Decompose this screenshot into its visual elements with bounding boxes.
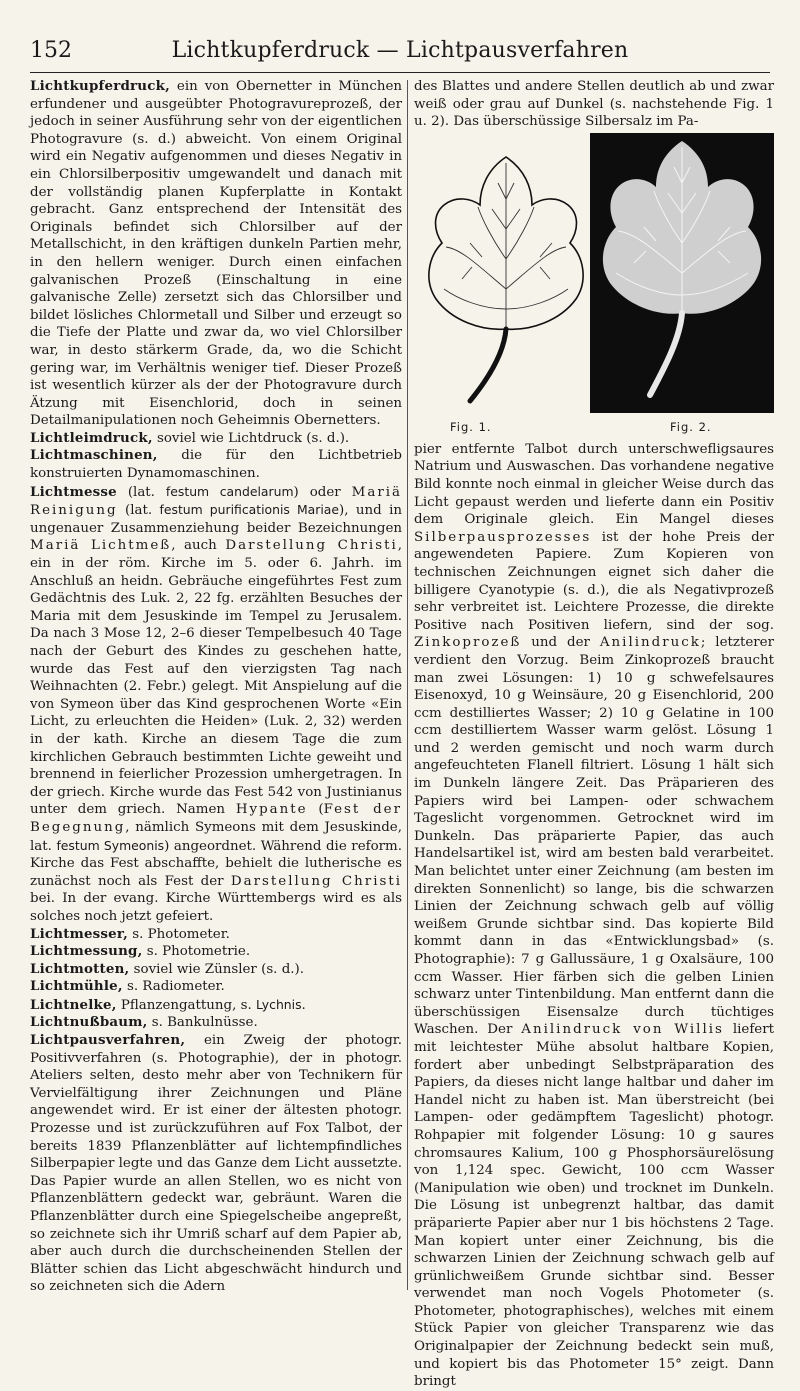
- entry-text: s. Radiometer.: [122, 979, 225, 995]
- headword: Lichtmesse: [30, 483, 117, 500]
- paragraph-text: pier entfernte Talbot durch unterschwefligsaures Natrium und Auswaschen. Das vorhandene negative Bild konnte noch einmal in gleicher Weise durch das Licht gepaust werden und lieferte dann ein Positiv dem Originale gleich. Ein Mangel dieses: [414, 441, 774, 528]
- entry-text: die für den Lichtbetrieb konstruierten Dynamomaschinen.: [30, 448, 402, 482]
- continued-paragraph: des Blattes und andere Stellen deutlich ab und zwar weiß oder grau auf Dunkel (s. nachstehende Fig. 1 u. 2). Das überschüssige Silbersalz im Pa-: [414, 79, 774, 130]
- latin-term: festum purificationis Mariae: [159, 502, 339, 518]
- headword: Lichtleimdruck,: [30, 429, 153, 446]
- page-header: [30, 38, 770, 73]
- latin-term: festum candelarum: [165, 483, 294, 499]
- entry-lichtleimdruck: [30, 430, 402, 448]
- spaced-term: Fest der Begegnung: [30, 802, 403, 835]
- headword: Lichtnußbaum,: [30, 1014, 148, 1031]
- spaced-term: Mariä Lichtmeß: [30, 538, 172, 554]
- spaced-term: Anilindruck von Willis: [521, 1022, 724, 1038]
- entry-lichtkupferdruck: [30, 78, 402, 430]
- entry-text: s. Photometer.: [128, 926, 230, 942]
- paragraph-text: ; letzterer verdient den Vorzug. Beim Zinkoprozeß braucht man zwei Lösungen: 1) 10 g schwefelsaures Eisenoxyd, 10 g Weinsäure, 20 g Eisenchlorid, 200 ccm destilliertes Wasser; 2) 10 g Gelatine in 100 ccm destilliertem Wasser warm gelöst. Lösung 1 und 2 werden gemischt und noch warm durch angefeuchteten Flanell filtriert. Lösung 1 hält sich im Dunkeln längere Zeit. Das Präparieren des Papiers wird bei Lampen- oder schwachem Tageslicht vorgenommen. Getrocknet wird im Dunkeln. Das präparierte Papier, das auch Handelsartikel ist, wird am besten bald verarbeitet. Man belichtet unter einer Zeichnung (am besten im direkten Sonnenlicht) so lange, bis die schwarzen Linien der Zeichnung schwach gelb auf völlig weißem Grunde sichtbar sind. Das kopierte Bild kommt dann in das «Entwicklungsbad» (s. Photographie): 7 g Gallussäure, 1 g Oxalsäure, 100 ccm Wasser. Hier färben sich die gelben Linien schwarz unter Tintenbildung. Man entfernt dann die überschüssigen Eisensalze durch tüchtiges Waschen. Der: [414, 635, 774, 1038]
- paragraph-text: ist der hohe Preis der angewendeten Papiere. Zum Kopieren von technischen Zeichnungen eignet sich daher die billigere Cyanotypie (s. d.), die als Negativprozeß sehr verbreitet ist. Leichtere Prozesse, die direkte Positive nach Positiven liefern, sind der sog.: [414, 529, 774, 633]
- spaced-term: Silberpausprozesses: [414, 529, 592, 545]
- entry-text: (lat.: [116, 484, 166, 500]
- entry-lichtnelke: [30, 996, 402, 1015]
- entry-lichtmuehle: [30, 978, 402, 996]
- paragraph-text: und der: [521, 635, 600, 651]
- entry-text: .: [301, 997, 306, 1013]
- headword: Lichtnelke,: [30, 996, 117, 1013]
- spaced-term: Anilindruck: [599, 635, 701, 651]
- spaced-term: Darstellung Christi: [225, 538, 398, 554]
- entry-lichtnussbaum: [30, 1014, 402, 1032]
- headword: Lichtmesser,: [30, 925, 129, 942]
- entry-text: Pflanzengattung, s.: [116, 997, 257, 1013]
- headword: Lichtmaschinen,: [30, 447, 158, 464]
- headword: Lichtpausverfahren,: [30, 1032, 186, 1049]
- entry-text: ) oder: [293, 484, 352, 500]
- leaf-photogram-figure: [590, 133, 774, 413]
- entry-text: (: [307, 802, 324, 818]
- figure-2-caption: Fig. 2.: [670, 419, 712, 434]
- entry-text: ein von Obernetter in München erfundener und ausgeübter Photogravureprozeß, der jedoch in seiner Ausführung sehr von der eigentlichen Photogravure (s. d.) abweicht. Von einem Original wird ein Negativ aufgenommen und dieses Negativ in ein Chlorsilberpositiv umgewandelt und danach mit der vollständig planen Kupferplatte in Kontakt gebracht. Ganz entsprechend der Intensität des Originals befindet sich Chlorsilber auf der Metallschicht, in den kräftigen dunkeln Partien mehr, in den hellern weniger. Durch einen einfachen galvanischen Prozeß (Einschaltung in eine galvanische Zelle) zersetzt sich das Chlorsilber und bildet lösliches Chlormetall und Silber und erzeugt so die Tiefe der Platte und zwar da, wo viel Chlorsilber war, in desto stärkerm Grade, da, wo die Schicht gering war, im Verhältnis weniger tief. Dieser Prozeß ist wesentlich kürzer als der der Photogravure durch Ätzung mit Eisenchlorid, doch in seinen Detailmanipulationen noch Geheimnis Obernetters.: [30, 79, 402, 429]
- entry-lichtmessung: [30, 943, 402, 961]
- entry-lichtmesse: [30, 483, 402, 926]
- latin-term: Lychnis: [256, 996, 302, 1012]
- entry-text: ), und in ungenauer Zusammenziehung beider Bezeichnungen: [30, 503, 402, 536]
- running-title: Lichtkupferdruck — Lichtpausverfahren: [171, 38, 629, 63]
- spaced-term: Darstellung Christi: [230, 873, 403, 889]
- right-column: [414, 78, 774, 1390]
- entry-text: , ein in der röm. Kirche im 5. oder 6. Jahrh. im Anschluß an heidn. Gebräuche eingeführtes Fest zum Gedächtnis des Luk. 2, 22 fg. erzählten Besuches der Maria mit dem Jesuskinde im Tempel zu Jerusalem. Da nach 3 Mose 12, 2–6 dieser Tempelbesuch 40 Tage nach der Geburt des Kindes zu geschehen hatte, wurde das Fest auf den vierzigsten Tag nach Weihnachten (2. Febr.) gelegt. Mit Anspielung auf die von Symeon über das Kind gesprochenen Worte «Ein Licht, zu erleuchten die Heiden» (Luk. 2, 32) werden in der kath. Kirche an diesem Tage die zum kirchlichen Gebrauch bestimmten Lichte geweiht und brennend in feierlicher Prozession umhergetragen. In der griech. Kirche wurde das Fest 542 von Justinianus unter dem griech. Namen: [30, 538, 402, 818]
- leaf-outline-figure: [422, 139, 590, 409]
- entry-lichtpausverfahren: [30, 1032, 402, 1296]
- entry-text: (lat.: [117, 503, 160, 519]
- entry-lichtmesser: [30, 926, 402, 944]
- spaced-term: Hypante: [235, 802, 308, 818]
- headword: Lichtkupferdruck,: [30, 78, 170, 94]
- figure-1-caption: Fig. 1.: [450, 419, 492, 434]
- entry-text: bei. In der evang. Kirche Württembergs wird es als solches noch jetzt gefeiert.: [30, 891, 402, 924]
- entry-text: ein Zweig der photogr. Positivverfahren (s. Photographie), der in photogr. Ateliers selten, desto mehr aber von Technikern für Vervielfältigung ihrer Zeichnungen und Pläne angewendet wird. Er ist einer der ältesten photogr. Prozesse und ist zurückzuführen auf Fox Talbot, der bereits 1839 Pflanzenblätter auf lichtempfindliches Silberpapier legte und das Ganze dem Licht aussetzte. Das Papier wurde an allen Stellen, wo es nicht von Pflanzenblättern gedeckt war, gebräunt. Waren die Pflanzenblätter durch eine Spiegelscheibe angepreßt, so zeichnete sich ihr Umriß scharf auf dem Papier ab, aber auch durch die durchscheinenden Stellen der Blätter schien das Licht abgeschwächt hindurch und so zeichneten sich die Adern: [30, 1033, 402, 1295]
- entry-lichtmotten: [30, 961, 402, 979]
- entry-text: ) angeordnet. Während die reform. Kirche das Fest abschaffte, behielt die lutherische es zunächst noch als Fest der: [30, 838, 402, 889]
- entry-text: soviel wie Zünsler (s. d.).: [129, 961, 305, 977]
- left-column: [30, 78, 402, 1293]
- column-divider: [407, 80, 408, 1290]
- paragraph-lichtpaus-continued: [414, 441, 774, 1391]
- entry-text: soviel wie Lichtdruck (s. d.).: [152, 430, 350, 446]
- spaced-term: Zinkoprozeß: [414, 635, 522, 651]
- page-number: 152: [30, 38, 72, 63]
- paragraph-text: liefert mit leichtester Mühe absolut haltbare Kopien, fordert aber unbedingt Selbstpräparation des Papiers, da dieses nicht lange haltbar und daher im Handel nicht zu haben ist. Man überstreicht (bei Lampen- oder gedämpftem Tageslicht) photogr. Rohpapier mit folgender Lösung: 10 g saures chromsaures Kalium, 100 g Phosphorsäurelösung von 1,124 spec. Gewicht, 100 ccm Wasser (Manipulation wie oben) und trocknet im Dunkeln. Die Lösung ist unbegrenzt haltbar, das damit präparierte Papier aber nur 1 bis höchstens 2 Tage. Man kopiert unter einer Zeichnung, bis die schwarzen Linien der Zeichnung schwach gelb auf grünlichweißem Grunde sichtbar sind. Besser verwendet man noch Vogels Photometer (s. Photometer, photographisches), welches mit einem Stück Papier von gleicher Transparenz wie das Originalpapier der Zeichnung bedeckt sein muß, und kopiert bis das Photometer 15° zeigt. Dann bringt: [414, 1022, 774, 1390]
- spaced-term: Mariä Reinigung: [30, 484, 402, 519]
- entry-lichtmaschinen: [30, 447, 402, 482]
- entry-text: , nämlich Symeons mit dem Jesuskinde, lat.: [30, 819, 402, 854]
- headword: Lichtmessung,: [30, 943, 143, 960]
- entry-text: , auch: [171, 538, 226, 554]
- latin-term: festum Symeonis: [56, 837, 165, 853]
- entry-text: s. Photometrie.: [142, 944, 251, 960]
- entry-text: s. Bankulnüsse.: [147, 1015, 258, 1031]
- figure-block: [414, 131, 774, 441]
- headword: Lichtmühle,: [30, 978, 123, 995]
- headword: Lichtmotten,: [30, 960, 130, 977]
